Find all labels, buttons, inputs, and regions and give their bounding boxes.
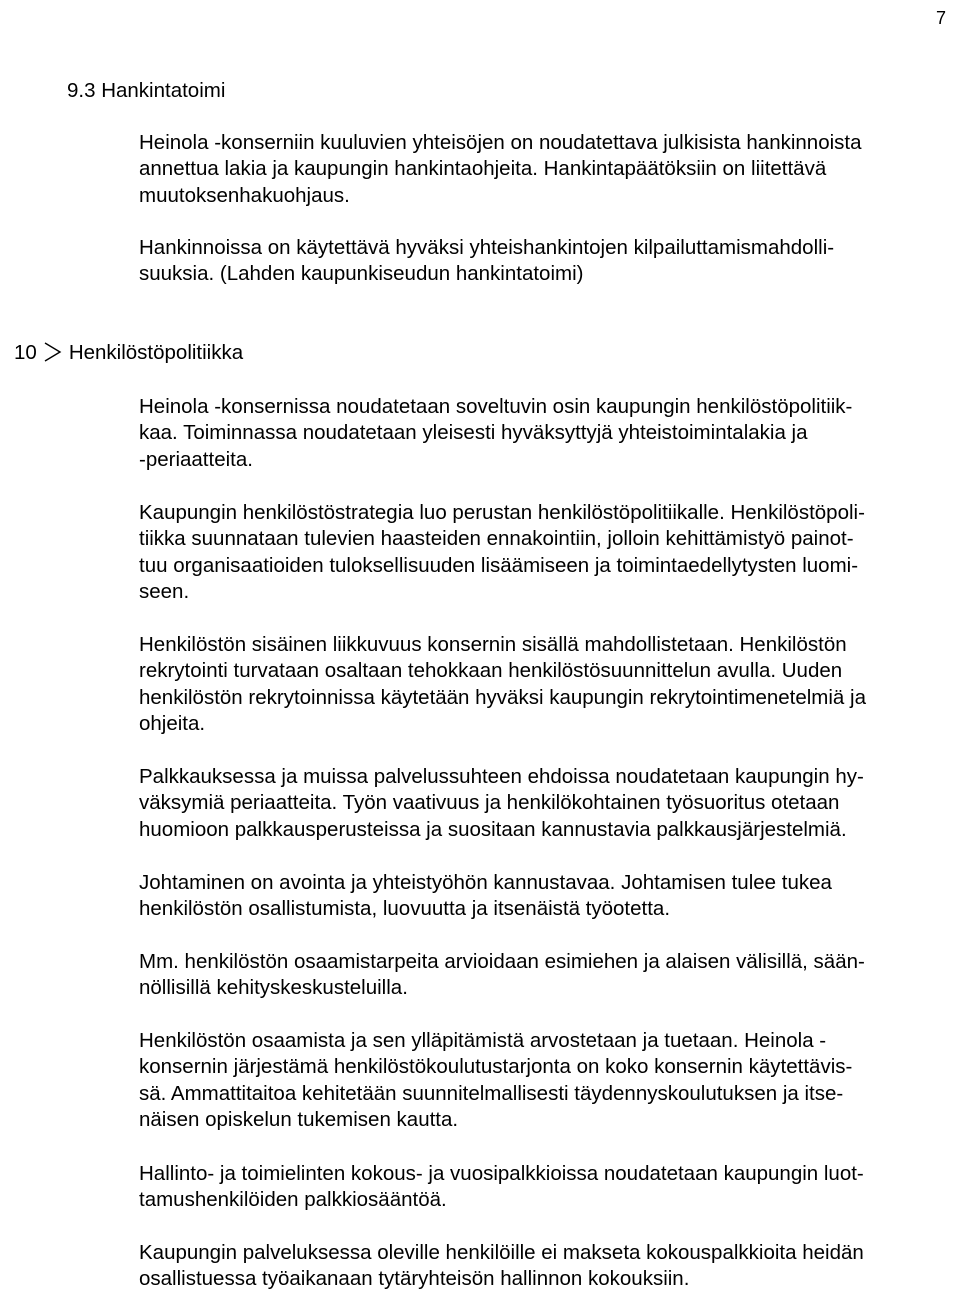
paragraph-line: näisen opiskelun tukemisen kautta.: [139, 1107, 459, 1131]
paragraph-line: Hallinto- ja toimielinten kokous- ja vuosipalkkioissa noudatetaan kaupungin luot-: [139, 1162, 864, 1185]
paragraph-line: osallistuessa työaikanaan tytäryhteisön hallinnon kokouksiin.: [139, 1267, 690, 1291]
section-number: 10: [14, 341, 37, 364]
paragraph-line: suuksia. (Lahden kaupunkiseudun hankintatoimi): [139, 262, 584, 286]
paragraph-line: tamushenkilöiden palkkiosääntöä.: [139, 1188, 447, 1212]
paragraph-hankintalaki: [139, 130, 862, 209]
paragraph-konserni-henkilostopolitiikka: [139, 394, 852, 473]
paragraph-henkilostostrategia: [139, 500, 865, 605]
paragraph-line: annettua lakia ja kaupungin hankintaohjeita. Hankintapäätöksiin on liitettävä: [139, 157, 827, 181]
paragraph-line: Heinola -konserniin kuuluvien yhteisöjen on noudatettava julkisista hankinnoista: [139, 131, 862, 154]
section-heading-hankintatoimi: 9.3 Hankintatoimi: [67, 79, 226, 102]
paragraph-line: konsernin järjestämä henkilöstökoulutustarjonta on koko konsernin käytettävis-: [139, 1055, 853, 1079]
paragraph-line: kaa. Toiminnassa noudatetaan yleisesti hyväksyttyjä yhteistoimintalakia ja: [139, 421, 808, 445]
paragraph-line: nöllisillä kehityskeskusteluilla.: [139, 976, 408, 1000]
page-number: 7: [936, 8, 947, 28]
comment-marker-icon: [43, 342, 62, 362]
paragraph-line: henkilöstön rekrytoinnissa käytetään hyväksi kaupungin rekrytointimenetelmiä ja: [139, 685, 866, 709]
paragraph-rekrytointi: [139, 632, 866, 737]
paragraph-line: Henkilöstön sisäinen liikkuvuus konsernin sisällä mahdollistetaan. Henkilöstön: [139, 633, 847, 656]
paragraph-osaaminen: [139, 1028, 852, 1133]
paragraph-line: henkilöstön osallistumista, luovuutta ja itsenäistä työotetta.: [139, 897, 671, 921]
paragraph-line: huomioon palkkausperusteissa ja suositaan kannustavia palkkausjärjestelmiä.: [139, 817, 847, 841]
section-title: Henkilöstöpolitiikka: [68, 341, 244, 364]
paragraph-line: Johtaminen on avointa ja yhteistyöhön kannustavaa. Johtamisen tulee tukea: [139, 871, 832, 894]
paragraph-kokouspalkkiot: [139, 1240, 864, 1293]
paragraph-line: tuu organisaatioiden tuloksellisuuden lisäämiseen ja toimintaedellytysten luomi-: [139, 553, 859, 577]
paragraph-line: Henkilöstön osaamista ja sen ylläpitämistä arvostetaan ja tuetaan. Heinola -: [139, 1029, 827, 1052]
paragraph-palkkaus: [139, 764, 864, 843]
paragraph-kehityskeskustelut: [139, 949, 865, 1002]
paragraph-line: Kaupungin palveluksessa oleville henkilöille ei makseta kokouspalkkioita heidän: [139, 1241, 864, 1264]
paragraph-johtaminen: [139, 870, 832, 923]
paragraph-line: muutoksenhakuohjaus.: [139, 183, 350, 207]
paragraph-line: Heinola -konsernissa noudatetaan soveltuvin osin kaupungin henkilöstöpolitiik-: [139, 395, 853, 418]
paragraph-yhteishankinnat: [139, 235, 834, 288]
paragraph-line: Kaupungin henkilöstöstrategia luo perustan henkilöstöpolitiikalle. Henkilöstöpoli-: [139, 501, 865, 524]
paragraph-line: väksymiä periaatteita. Työn vaativuus ja henkilökohtainen työsuoritus otetaan: [139, 791, 840, 815]
paragraph-line: Palkkauksessa ja muissa palvelussuhteen ehdoissa noudatetaan kaupungin hy-: [139, 765, 864, 788]
section-heading-henkilostopolitiikka: [14, 340, 243, 366]
paragraph-line: sä. Ammattitaitoa kehitetään suunnitelmallisesti täydennyskoulutuksen ja itse-: [139, 1081, 844, 1105]
paragraph-line: seen.: [139, 579, 190, 603]
paragraph-line: Mm. henkilöstön osaamistarpeita arvioidaan esimiehen ja alaisen välisillä, sään-: [139, 950, 865, 973]
paragraph-line: Hankinnoissa on käytettävä hyväksi yhteishankintojen kilpailuttamismahdolli-: [139, 236, 835, 259]
paragraph-palkkiot: [139, 1161, 864, 1214]
paragraph-line: rekrytointi turvataan osaltaan tehokkaan henkilöstösuunnittelun avulla. Uuden: [139, 659, 843, 683]
paragraph-line: -periaatteita.: [139, 447, 253, 471]
paragraph-line: ohjeita.: [139, 711, 206, 735]
paragraph-line: tiikka suunnataan tulevien haasteiden ennakointiin, jolloin kehittämistyö painot-: [139, 527, 854, 551]
